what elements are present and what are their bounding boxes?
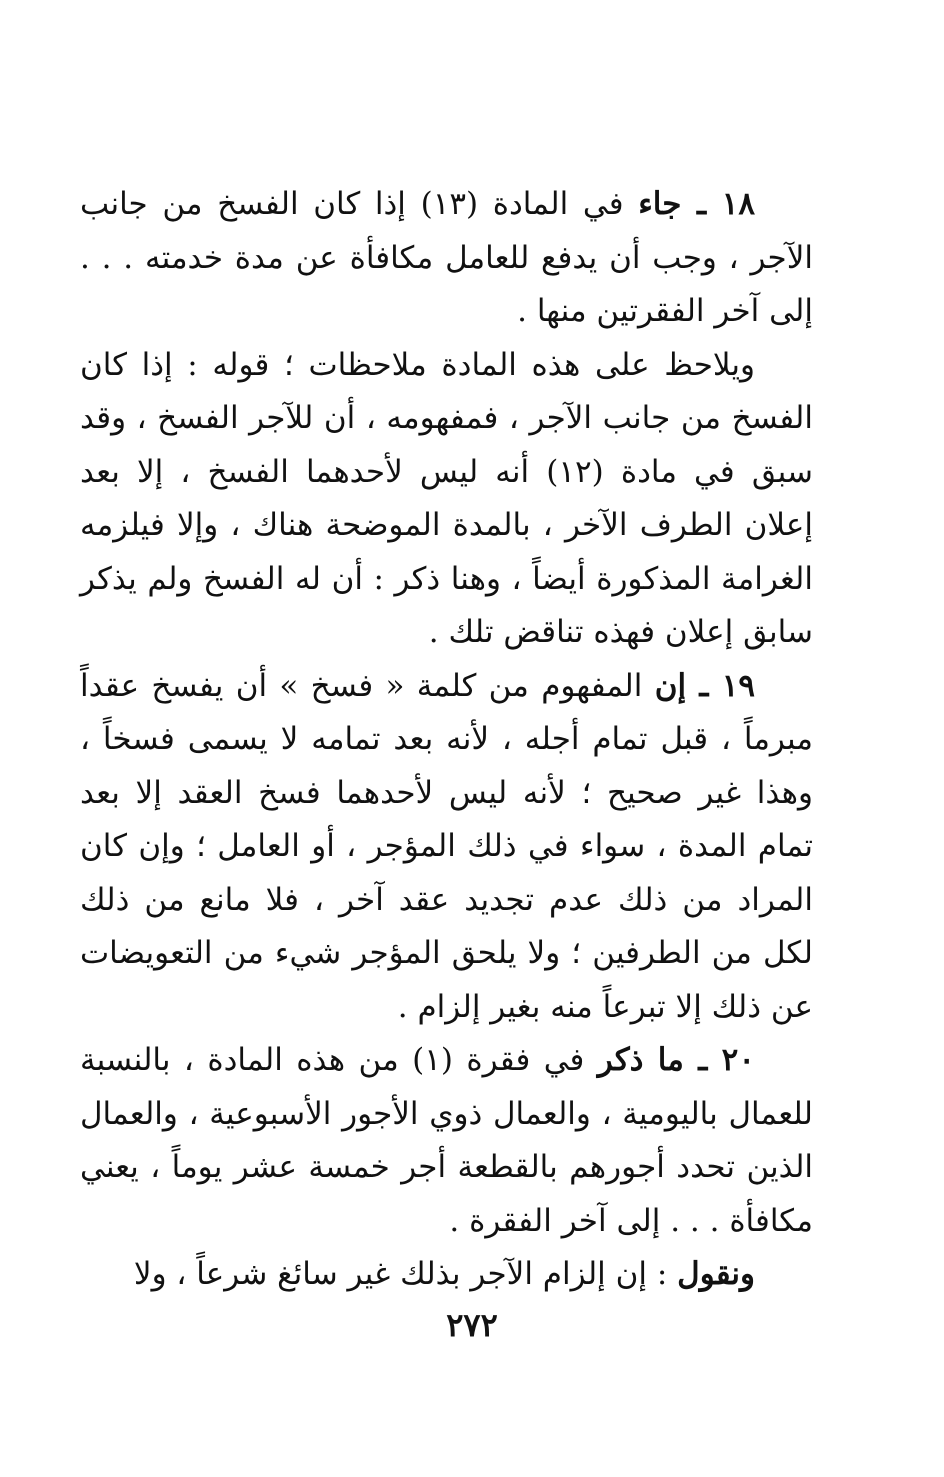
paragraph-text: المفهوم من كلمة « فسخ » أن يفسخ عقداً مبرماً ، قبل تمام أجله ، لأنه بعد تمامه لا يسمى فسخاً ، وهذا غير صحيح ؛ لأنه ليس لأحدهما فسخ العقد إلا بعد تمام المدة ، سواء في ذلك المؤجر ، أو العامل ؛ وإن كان المراد من ذلك عدم تجديد عقد آخر ، فلا مانع من ذلك لكل من الطرفين ؛ ولا يلحق المؤجر شيء من التعويضات عن ذلك إلا تبرعاً منه بغير إلزام . xyxy=(80,667,813,1025)
paragraph-text: : إن إلزام الآجر بذلك غير سائغ شرعاً ، ولا xyxy=(133,1256,678,1292)
paragraph-18 xyxy=(80,178,813,339)
paragraph-20 xyxy=(80,1034,813,1248)
paragraph-lead: ١٩ ـ إن xyxy=(654,667,756,704)
paragraph-lead: ٢٠ ـ ما ذكر xyxy=(597,1042,755,1078)
paragraph-text: ويلاحظ على هذه المادة ملاحظات ؛ قوله : إذا كان الفسخ من جانب الآجر ، فمفهومه ، أن للآجر الفسخ ، وقد سبق في مادة (١٢) أنه ليس لأحدهما الفسخ ، إلا بعد إعلان الطرف الآخر ، بالمدة الموضحة هناك ، وإلا فيلزمه الغرامة المذكورة أيضاً ، وهنا ذكر : أن له الفسخ ولم يذكر سابق إعلان فهذه تناقض تلك . xyxy=(80,346,813,650)
paragraph-lead: ونقول xyxy=(677,1256,755,1292)
paragraph-notes xyxy=(80,339,813,660)
paragraph-19 xyxy=(80,660,813,1035)
paragraph-text: في فقرة (١) من هذه المادة ، بالنسبة للعمال باليومية ، والعمال ذوي الأجور الأسبوعية ، والعمال الذين تحدد أجورهم بالقطعة أجر خمسة عشر يوماً ، يعني مكافأة . . . إلى آخر الفقرة . xyxy=(80,1042,813,1239)
page-number: ٢٧٢ xyxy=(446,1306,498,1344)
paragraph-text: في المادة (١٣) إذا كان الفسخ من جانب الآجر ، وجب أن يدفع للعامل مكافأة عن مدة خدمته . . . إلى آخر الفقرتين منها . xyxy=(80,186,813,329)
paragraph-lead: ١٨ ـ جاء xyxy=(638,186,755,222)
page-body xyxy=(80,178,813,1302)
paragraph-we-say xyxy=(80,1248,813,1302)
